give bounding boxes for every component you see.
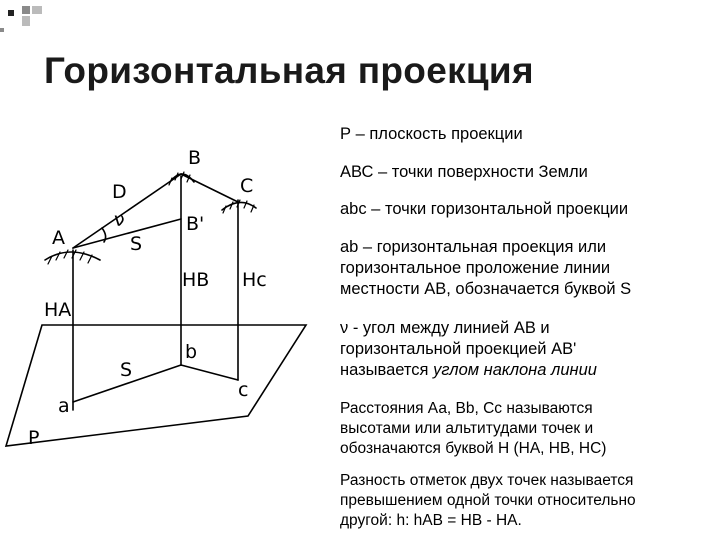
para-difference-line1: Разность отметок двух точек называется [340, 472, 634, 489]
para-heights-line3: обозначаются буквой Н (НА, НВ, НС) [340, 440, 607, 457]
label-b: b [185, 341, 198, 363]
para-ab [340, 237, 712, 300]
para-heights [340, 399, 712, 459]
line-bc [181, 365, 238, 380]
para-angle-line3-text: называется [340, 361, 434, 379]
label-B-prime: B' [186, 213, 205, 235]
para-heights-line2: высотами или альтитудами точек и [340, 420, 594, 437]
label-H-C: Hc [242, 269, 267, 291]
line-AB [73, 174, 181, 248]
para-abc-lower: abc – точки горизонтальной проекции [340, 200, 629, 218]
slide-title: Горизонтальная проекция [44, 50, 534, 91]
projection-diagram [0, 140, 330, 460]
label-S-upper: S [130, 233, 143, 255]
label-C: C [240, 175, 254, 197]
label-nu: ν [114, 209, 125, 231]
label-S-lower: S [120, 359, 133, 381]
para-angle-line1: ν - угол между линией АВ и [340, 319, 550, 337]
label-a: a [58, 395, 70, 417]
para-ab-line1: ab – горизонтальная проекция или [340, 238, 607, 256]
label-c: c [238, 379, 249, 401]
para-difference-line2: превышением одной точки относительно [340, 492, 636, 509]
corner-decoration-icon [0, 0, 60, 40]
label-H-A: HA [44, 299, 72, 321]
para-ab-line3: местности АВ, обозначается буквой S [340, 280, 632, 298]
para-angle-line3 [340, 360, 712, 381]
label-D: D [112, 181, 127, 203]
label-A: A [52, 227, 65, 249]
para-plane: Р – плоскость проекции [340, 125, 523, 143]
label-P: P [28, 427, 40, 449]
para-angle-line2: горизонтальной проекцией AB' [340, 340, 577, 358]
para-angle [340, 318, 712, 381]
para-abc-upper: АВС – точки поверхности Земли [340, 163, 588, 181]
para-difference [340, 471, 712, 531]
para-angle-term: углом наклона линии [433, 361, 597, 379]
para-heights-line1: Расстояния Аа, Bb, Сс называются [340, 400, 593, 417]
para-difference-line3: другой: h: hAB = НВ - НА. [340, 512, 522, 529]
plane-P [6, 325, 306, 446]
para-ab-line2: горизонтальное проложение линии [340, 259, 611, 277]
line-AB-prime [73, 219, 181, 248]
label-B: B [188, 147, 202, 169]
label-H-B: HB [182, 269, 210, 291]
